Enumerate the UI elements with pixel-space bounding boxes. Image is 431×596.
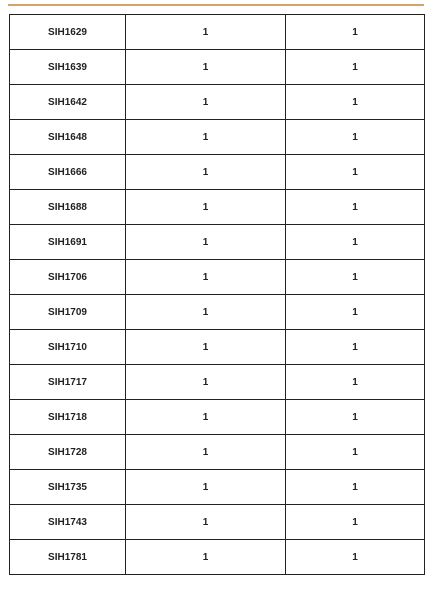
table-row <box>10 295 425 330</box>
cell-col2: 1 <box>126 190 286 225</box>
cell-col2: 1 <box>126 50 286 85</box>
cell-col2: 1 <box>126 400 286 435</box>
cell-col3: 1 <box>286 470 425 505</box>
cell-col2: 1 <box>126 260 286 295</box>
table-row <box>10 400 425 435</box>
cell-code: SIH1648 <box>10 120 126 155</box>
cell-col2: 1 <box>126 330 286 365</box>
top-accent-rule <box>8 4 424 6</box>
cell-col2: 1 <box>126 85 286 120</box>
table-row <box>10 155 425 190</box>
cell-col3: 1 <box>286 190 425 225</box>
table-row <box>10 260 425 295</box>
cell-col3: 1 <box>286 295 425 330</box>
cell-col3: 1 <box>286 400 425 435</box>
cell-code: SIH1728 <box>10 435 126 470</box>
cell-code: SIH1629 <box>10 15 126 50</box>
table-row <box>10 435 425 470</box>
table-body <box>10 15 425 575</box>
cell-col2: 1 <box>126 295 286 330</box>
table-row <box>10 120 425 155</box>
cell-code: SIH1706 <box>10 260 126 295</box>
cell-code: SIH1691 <box>10 225 126 260</box>
cell-code: SIH1735 <box>10 470 126 505</box>
cell-code: SIH1709 <box>10 295 126 330</box>
table-row <box>10 505 425 540</box>
cell-col2: 1 <box>126 540 286 575</box>
cell-col3: 1 <box>286 330 425 365</box>
data-table <box>9 14 425 575</box>
table-row <box>10 365 425 400</box>
table-row <box>10 330 425 365</box>
cell-col2: 1 <box>126 470 286 505</box>
cell-col3: 1 <box>286 435 425 470</box>
cell-code: SIH1718 <box>10 400 126 435</box>
cell-col2: 1 <box>126 505 286 540</box>
cell-col3: 1 <box>286 120 425 155</box>
table-row <box>10 85 425 120</box>
cell-col3: 1 <box>286 225 425 260</box>
cell-col2: 1 <box>126 435 286 470</box>
cell-code: SIH1688 <box>10 190 126 225</box>
cell-col3: 1 <box>286 260 425 295</box>
cell-col2: 1 <box>126 155 286 190</box>
cell-col2: 1 <box>126 225 286 260</box>
cell-col3: 1 <box>286 85 425 120</box>
cell-code: SIH1717 <box>10 365 126 400</box>
cell-col2: 1 <box>126 15 286 50</box>
table-row <box>10 470 425 505</box>
cell-col3: 1 <box>286 155 425 190</box>
cell-col3: 1 <box>286 365 425 400</box>
cell-col3: 1 <box>286 50 425 85</box>
table-row <box>10 540 425 575</box>
cell-col2: 1 <box>126 120 286 155</box>
cell-col3: 1 <box>286 540 425 575</box>
table-row <box>10 15 425 50</box>
cell-col3: 1 <box>286 505 425 540</box>
table-row <box>10 50 425 85</box>
cell-code: SIH1781 <box>10 540 126 575</box>
cell-code: SIH1642 <box>10 85 126 120</box>
table-row <box>10 225 425 260</box>
cell-code: SIH1710 <box>10 330 126 365</box>
cell-code: SIH1743 <box>10 505 126 540</box>
cell-code: SIH1639 <box>10 50 126 85</box>
cell-code: SIH1666 <box>10 155 126 190</box>
cell-col3: 1 <box>286 15 425 50</box>
table-row <box>10 190 425 225</box>
cell-col2: 1 <box>126 365 286 400</box>
